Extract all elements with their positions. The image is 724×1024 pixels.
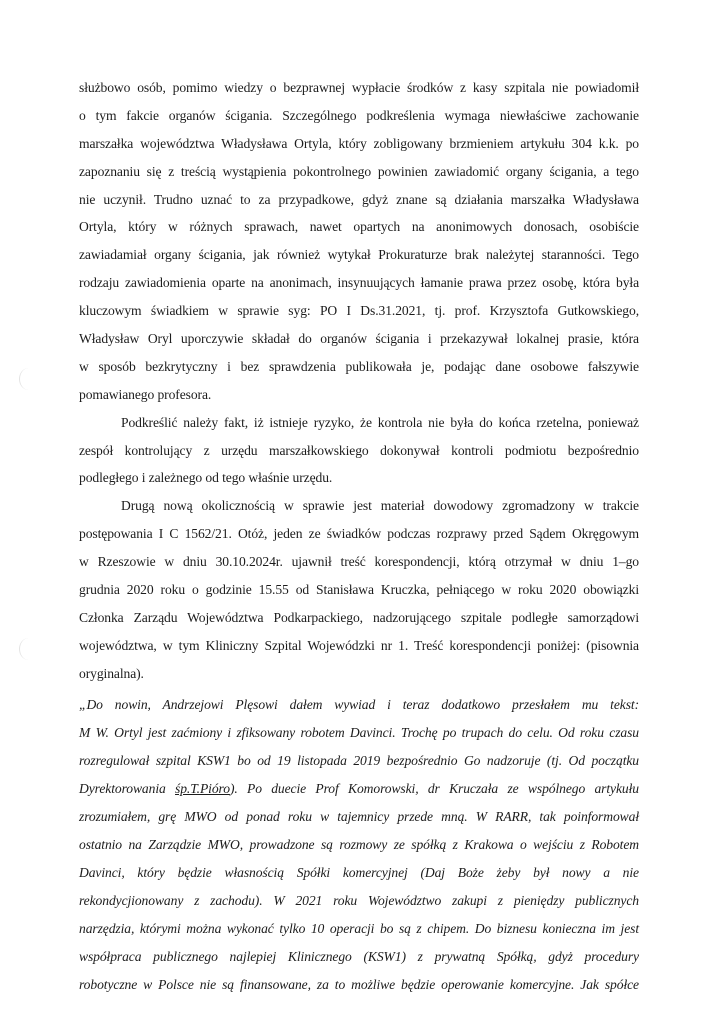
- underlined-name: śp.T.Pióro: [175, 781, 230, 796]
- text-line: rodzaju zawiadomienia oparte na anonimach, insynuujących łamanie prawa przez osobę, która była: [79, 275, 639, 290]
- text-line: oryginalna).: [79, 666, 144, 681]
- punch-hole-mark: [19, 368, 38, 390]
- text-line: zawiadamiał organy ścigania, jak również wytykał Prokuraturze brak należytej staranności. Tego: [79, 247, 639, 262]
- quote-line: „Do nowin, Andrzejowi Plęsowi dałem wywiad i teraz dodatkowo przesłałem mu tekst:: [79, 697, 639, 712]
- text-line: postępowania I C 1562/21. Otóż, jeden ze świadków podczas rozprawy przed Sądem Okręgowym: [79, 526, 639, 541]
- text-line: pomawianego profesora.: [79, 387, 212, 402]
- text-line: Ortyla, który w różnych sprawach, nawet opartych na anonimowych donosach, osobiście: [79, 219, 639, 234]
- text-line: podległego i zależnego od tego właśnie urzędu.: [79, 470, 333, 485]
- paragraph-first-line: Drugą nową okolicznością w sprawie jest materiał dowodowy zgromadzony w trakcie: [121, 498, 639, 513]
- text-line: zapoznaniu się z treścią wystąpienia pokontrolnego powinien zawiadomić organy ścigania, a tego: [79, 164, 639, 179]
- quote-line: ostatnio na Zarządzie MWO, prowadzone są rozmowy ze spółką z Krakowa o wejściu z Robotem: [79, 837, 639, 852]
- text-line: nie uczynił. Trudno uznać to za przypadkowe, gdyż znane są działania marszałka Władysława: [79, 192, 639, 207]
- quote-line: robotyczne w Polsce nie są finansowane, za to możliwe będzie operowanie komercyjne. Jak spółce: [79, 977, 639, 992]
- text-line: grudnia 2020 roku o godzinie 15.55 od Stanisława Kruczka, pełniącego w roku 2020 obowiązki: [79, 582, 639, 597]
- text-line: zespół kontrolujący z urzędu marszałkowskiego dokonywał kontroli podmiotu bezpośrednio: [79, 443, 639, 458]
- quote-line: M W. Ortyl jest zaćmiony i zfiksowany robotem Davinci. Trochę po trupach do celu. Od roku czasu: [79, 725, 639, 740]
- quote-line: rekondycjionowany z zachodu). W 2021 roku Województwo zakupi z pieniędzy publicznych: [79, 893, 639, 908]
- punch-hole-mark: [19, 638, 38, 660]
- quote-text: ). Po duecie Prof Komorowski, dr Kruczała ze wspólnego artykułu: [229, 781, 639, 796]
- quote-line: rozregulował szpital KSW1 bo od 19 listopada 2019 bezpośrednio Go nadzoruje (tj. Od początku: [79, 753, 639, 768]
- quote-line: Davinci, który będzie własnością Spółki komercyjnej (Daj Boże żeby był nowy a nie: [79, 865, 639, 880]
- text-line: w sposób bezkrytyczny i bez sprawdzenia publikowała je, podając dane osobowe fałszywie: [79, 359, 639, 374]
- quote-line: współpraca publicznego najlepiej Klinicznego (KSW1) z prywatną Spółką, gdyż procedury: [79, 949, 639, 964]
- text-line: marszałka województwa Władysława Ortyla, który zobligowany brzmieniem artykułu 304 k.k. po: [79, 136, 639, 151]
- quote-text: Dyrektorowania: [79, 781, 176, 796]
- text-line: Członka Zarządu Województwa Podkarpackiego, nadzorującego szpitale podległe samorządowi: [79, 610, 639, 625]
- text-line: w Rzeszowie w dniu 30.10.2024r. ujawnił treść korespondencji, którą otrzymał w dniu 1–go: [79, 554, 639, 569]
- quote-line: zrozumiałem, grę MWO od ponad roku w tajemnicy przede mną. W RARR, tak poinformował: [79, 809, 639, 824]
- text-line: Władysław Oryl uporczywie składał do organów ścigania i przekazywał lokalnej prasie, która: [79, 331, 639, 346]
- text-line: o tym fakcie organów ścigania. Szczególnego podkreślenia wymaga niewłaściwe zachowanie: [79, 108, 639, 123]
- text-line: służbowo osób, pomimo wiedzy o bezprawnej wypłacie środków z kasy szpitala nie powiadomił: [79, 80, 639, 95]
- quote-line: [79, 780, 639, 798]
- quote-line: narzędzia, którymi można wykonać tylko 10 operacji bo są z chipem. Do biznesu konieczna im jest: [79, 921, 639, 936]
- text-line: kluczowym świadkiem w sprawie syg: PO I Ds.31.2021, tj. prof. Krzysztofa Gutkowskiego,: [79, 303, 639, 318]
- text-line: województwa, w tym Kliniczny Szpital Wojewódzki nr 1. Treść korespondencji poniżej: (pisownia: [79, 638, 639, 653]
- paragraph-first-line: Podkreślić należy fakt, iż istnieje ryzyko, że kontrola nie była do końca rzetelna, ponieważ: [121, 415, 639, 430]
